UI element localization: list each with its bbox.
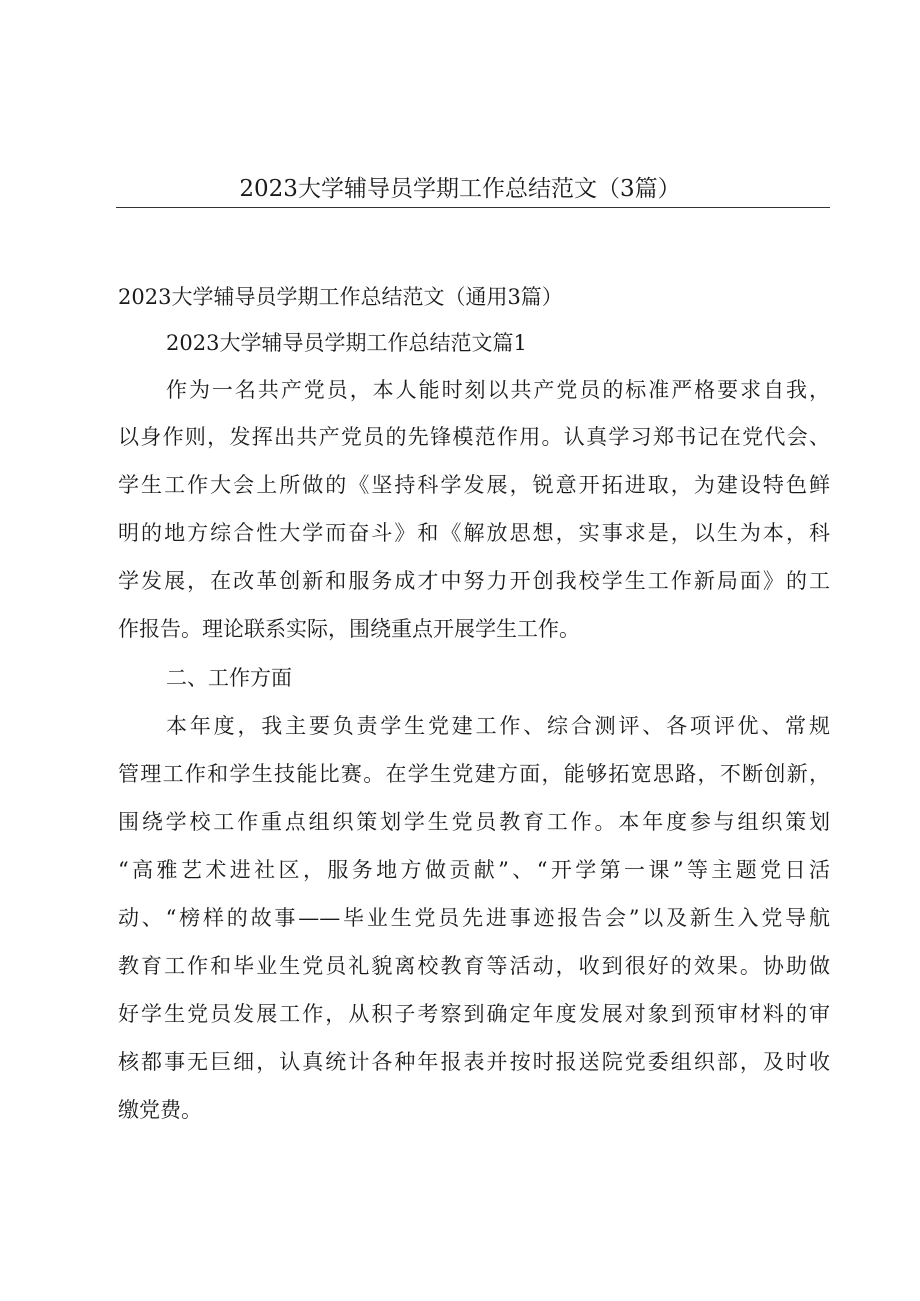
paragraph-line: 本年度，我主要负责学生党建工作、综合测评、各项评优、常规 bbox=[166, 714, 830, 738]
paragraph-line: “高雅艺术进社区，服务地方做贡献”、“开学第一课”等主题党日活 bbox=[118, 858, 830, 882]
section-heading: 2023大学辅导员学期工作总结范文篇1 bbox=[166, 331, 527, 355]
paragraph-line: 缴党费。 bbox=[118, 1098, 202, 1122]
paragraph-line: 好学生党员发展工作，从积子考察到确定年度发展对象到预审材料的审 bbox=[118, 1002, 830, 1026]
title-divider bbox=[116, 207, 830, 208]
paragraph-line: 学发展，在改革创新和服务成才中努力开创我校学生工作新局面》的工 bbox=[118, 569, 830, 593]
paragraph-line: 教育工作和毕业生党员礼貌离校教育等活动，收到很好的效果。协助做 bbox=[118, 954, 830, 978]
paragraph-line: 以身作则，发挥出共产党员的先锋模范作用。认真学习郑书记在党代会、 bbox=[118, 425, 830, 449]
paragraph-line: 围绕学校工作重点组织策划学生党员教育工作。本年度参与组织策划 bbox=[118, 810, 830, 834]
paragraph-line: 核都事无巨细，认真统计各种年报表并按时报送院党委组织部，及时收 bbox=[118, 1050, 830, 1074]
paragraph-line: 动、“榜样的故事——毕业生党员先进事迹报告会”以及新生入党导航 bbox=[118, 906, 830, 930]
paragraph-line: 管理工作和学生技能比赛。在学生党建方面，能够拓宽思路，不断创新， bbox=[118, 762, 830, 786]
paragraph-line: 作为一名共产党员，本人能时刻以共产党员的标准严格要求自我， bbox=[166, 378, 830, 402]
page-title: 2023大学辅导员学期工作总结范文（3篇） bbox=[239, 176, 681, 202]
section-heading-2: 二、工作方面 bbox=[166, 666, 292, 690]
paragraph-line: 学生工作大会上所做的《坚持科学发展，锐意开拓进取，为建设特色鲜 bbox=[118, 473, 830, 497]
paragraph-line: 明的地方综合性大学而奋斗》和《解放思想，实事求是，以生为本，科 bbox=[118, 521, 830, 545]
subtitle: 2023大学辅导员学期工作总结范文（通用3篇） bbox=[118, 285, 563, 309]
paragraph-line: 作报告。理论联系实际，围绕重点开展学生工作。 bbox=[118, 617, 580, 641]
